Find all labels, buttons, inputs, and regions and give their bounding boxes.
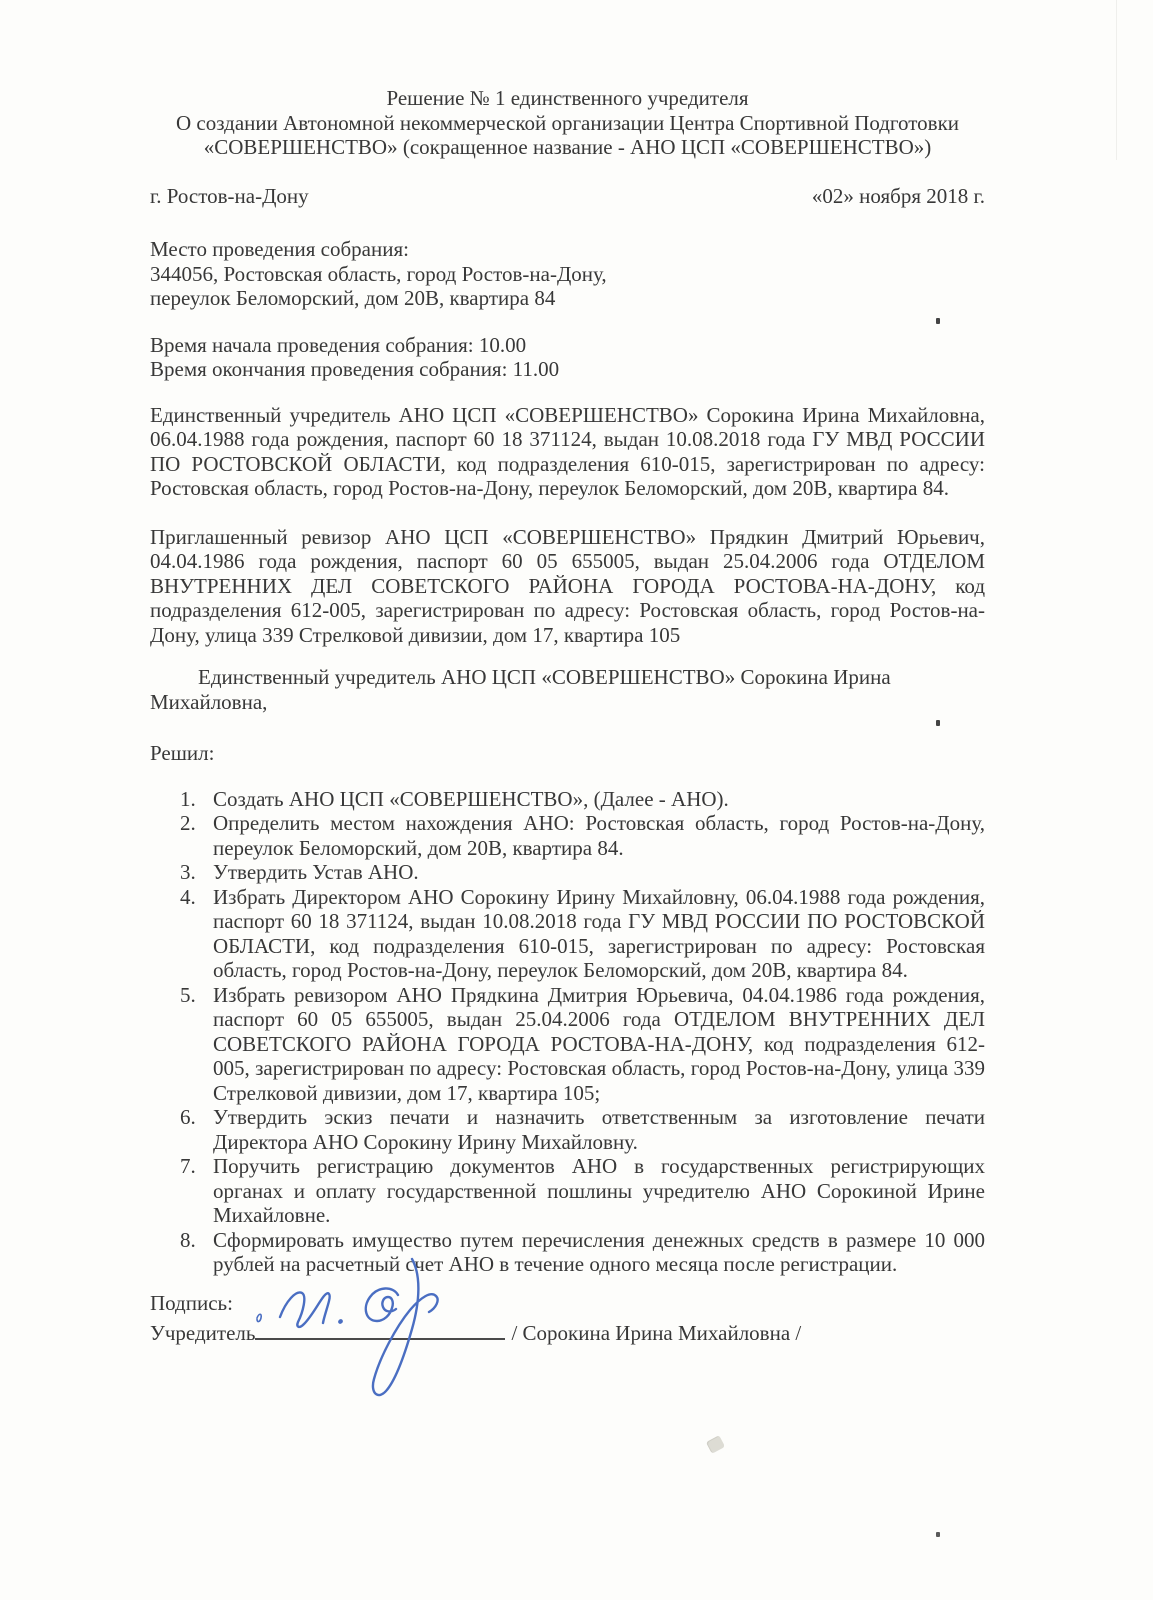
resolution-item-4 bbox=[180, 885, 985, 983]
city-date-row bbox=[150, 184, 985, 209]
meeting-times-block bbox=[150, 333, 985, 382]
resolution-item-5 bbox=[180, 983, 985, 1106]
resolution-item-text: Избрать ревизором АНО Прядкина Дмитрия Юрьевича, 04.04.1986 года рождения, паспорт 60 05 655005, выдан 25.04.2006 года ОТДЕЛОМ ВНУТРЕННИХ ДЕЛ СОВЕТСКОГО РАЙОНА ГОРОДА РОСТОВА-НА-ДОНУ, код подразделения 612-005, зарегистрирован по адресу: Ростовская область, город Ростов-на-Дону, улица 339 Стрелковой дивизии, дом 17, квартира 105; bbox=[213, 982, 985, 1105]
resolution-item-number: 4. bbox=[180, 884, 196, 909]
resolution-item-text: Избрать Директором АНО Сорокину Ирину Михайловну, 06.04.1988 года рождения, паспорт 60 18 371124, выдан 10.08.2018 года ГУ МВД РОССИИ ПО РОСТОВСКОЙ ОБЛАСТИ, код подразделения 610-015, зарегистрирован по адресу: Ростовская область, город Ростов-на-Дону, переулок Беломорский, дом 20В, квартира 84. bbox=[213, 884, 985, 982]
scan-speck bbox=[936, 318, 940, 324]
city-label: г. Ростов-на-Дону bbox=[150, 183, 309, 208]
signature-label: Подпись: bbox=[150, 1290, 233, 1315]
signature-section bbox=[150, 1291, 985, 1346]
document-title-line-1: Решение № 1 единственного учредителя bbox=[386, 86, 749, 110]
signature-role-label: Учредитель bbox=[150, 1321, 256, 1346]
meeting-place-label: Место проведения собрания: bbox=[150, 237, 409, 261]
scan-edge-line bbox=[1116, 0, 1117, 160]
scan-speck bbox=[936, 1532, 940, 1537]
resolution-item-2 bbox=[180, 811, 985, 860]
signature-line bbox=[255, 1315, 505, 1340]
founder-paragraph: Единственный учредитель АНО ЦСП «СОВЕРШЕНСТВО» Сорокина Ирина Михайловна, 06.04.1988 года рождения, паспорт 60 18 371124, выдан 10.08.2018 года ГУ МВД РОССИИ ПО РОСТОВСКОЙ ОБЛАСТИ, код подразделения 610-015, зарегистрирован по адресу: Ростовская область, город Ростов-на-Дону, переулок Беломорский, дом 20В, квартира 84. bbox=[150, 402, 985, 500]
meeting-start-time: Время начала проведения собрания: 10.00 bbox=[150, 332, 527, 357]
meeting-end-time: Время окончания проведения собрания: 11.00 bbox=[150, 357, 560, 381]
resolution-list bbox=[150, 787, 985, 1277]
resolution-item-3 bbox=[180, 860, 985, 885]
resolution-item-6 bbox=[180, 1105, 985, 1154]
signature-row bbox=[150, 1315, 985, 1346]
resolution-item-text: Поручить регистрацию документов АНО в государственных регистрирующих органах и оплату государственной пошлины учредителю АНО Сорокиной Ирине Михайловне. bbox=[213, 1154, 985, 1227]
document-title-line-2: О создании Автономной некоммерческой организации Центра Спортивной Подготовки bbox=[175, 110, 960, 135]
meeting-place-address-line-2: переулок Беломорский, дом 20В, квартира 84 bbox=[150, 286, 556, 310]
resolved-label: Решил: bbox=[150, 741, 215, 765]
resolution-item-text: Утвердить Устав АНО. bbox=[213, 860, 419, 884]
resolution-item-number: 6. bbox=[180, 1105, 196, 1129]
resolution-item-number: 2. bbox=[180, 811, 196, 835]
signature-name: / Сорокина Ирина Михайловна / bbox=[511, 1321, 802, 1346]
resolution-item-number: 1. bbox=[180, 786, 196, 811]
resolution-item-number: 8. bbox=[180, 1227, 196, 1252]
resolution-item-number: 5. bbox=[180, 982, 196, 1007]
decision-intro-line: Единственный учредитель АНО ЦСП «СОВЕРШЕНСТВО» Сорокина Ирина Михайловна, bbox=[150, 665, 891, 714]
meeting-place-block bbox=[150, 237, 985, 311]
resolution-item-number: 3. bbox=[180, 860, 196, 884]
resolution-item-text: Определить местом нахождения АНО: Ростовская область, город Ростов-на-Дону, переулок Беломорский, дом 20В, квартира 84. bbox=[213, 811, 985, 860]
resolution-item-8 bbox=[180, 1228, 985, 1277]
resolution-item-7 bbox=[180, 1154, 985, 1228]
resolution-item-number: 7. bbox=[180, 1154, 196, 1178]
meeting-place-address-line-1: 344056, Ростовская область, город Ростов-на-Дону, bbox=[150, 261, 607, 286]
resolution-item-text: Создать АНО ЦСП «СОВЕРШЕНСТВО», (Далее - АНО). bbox=[213, 786, 729, 811]
resolution-item-text: Сформировать имущество путем перечисления денежных средств в размере 10 000 рублей на расчетный счет АНО в течение одного месяца после регистрации. bbox=[213, 1227, 985, 1276]
date-label: «02» ноября 2018 г. bbox=[811, 183, 985, 208]
resolution-item-1 bbox=[180, 787, 985, 812]
revisor-paragraph: Приглашенный ревизор АНО ЦСП «СОВЕРШЕНСТВО» Прядкин Дмитрий Юрьевич, 04.04.1986 года рождения, паспорт 60 05 655005, выдан 25.04.2006 года ОТДЕЛОМ ВНУТРЕННИХ ДЕЛ СОВЕТСКОГО РАЙОНА ГОРОДА РОСТОВА-НА-ДОНУ, код подразделения 612-005, зарегистрирован по адресу: Ростовская область, город Ростов-на-Дону, улица 339 Стрелковой дивизии, дом 17, квартира 105 bbox=[150, 524, 985, 647]
document-title bbox=[150, 86, 985, 160]
document-title-line-3: «СОВЕРШЕНСТВО» (сокращенное название - АНО ЦСП «СОВЕРШЕНСТВО») bbox=[203, 135, 932, 159]
resolution-item-text: Утвердить эскиз печати и назначить ответственным за изготовление печати Директора АНО Сорокину Ирину Михайловну. bbox=[213, 1105, 985, 1154]
scan-speck bbox=[936, 720, 940, 726]
